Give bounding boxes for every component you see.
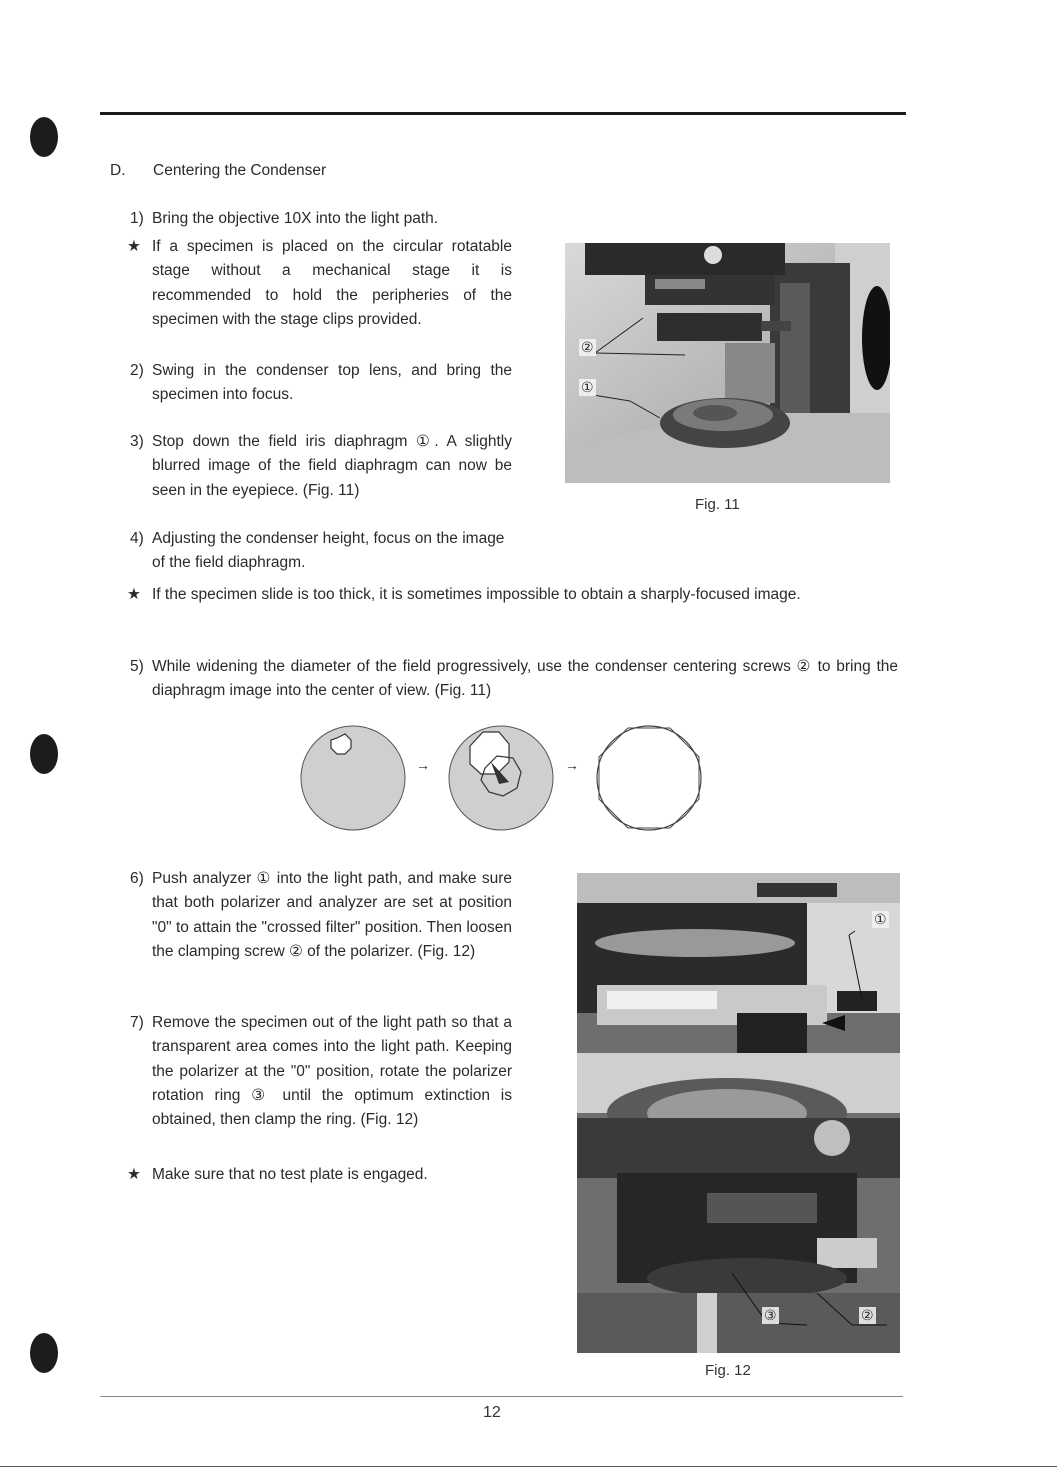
- callout-1: ①: [581, 379, 594, 395]
- callout-2: ②: [861, 1307, 874, 1323]
- diaphragm-centering-diagram: [295, 718, 715, 838]
- binder-hole-middle: [30, 734, 58, 774]
- callout-3: ③: [764, 1307, 777, 1323]
- step-text: Swing in the condenser top lens, and bring the specimen into focus.: [152, 362, 512, 404]
- step-marker: 3): [130, 433, 144, 450]
- diagram-stage-3: [597, 726, 701, 830]
- note-marker: ★: [127, 238, 141, 255]
- step-text: Remove the specimen out of the light path so that a transparent area comes into the light path. Keeping the polarizer at the "0" position, rotate the polarizer rotation ring ③ until the optimum extinction is obtained, then clamp the ring. (Fig. 12): [152, 1014, 512, 1129]
- page-number: 12: [483, 1404, 501, 1421]
- callout-2: ②: [581, 339, 594, 355]
- step-text: If the specimen slide is too thick, it is sometimes impossible to obtain a sharply-focused image.: [152, 586, 801, 603]
- fig12-caption: Fig. 12: [705, 1362, 751, 1379]
- section-title: Centering the Condenser: [153, 162, 327, 179]
- step-marker: 1): [130, 210, 144, 227]
- diagram-stage-1: [301, 726, 405, 830]
- binder-hole-bottom: [30, 1333, 58, 1373]
- step-text: Adjusting the condenser height, focus on the image of the field diaphragm.: [152, 530, 505, 572]
- step-text: While widening the diameter of the field progressively, use the condenser centering screws ② to bring the diaphragm image into the center of view. (Fig. 11): [152, 658, 898, 700]
- note-marker: ★: [127, 1166, 141, 1183]
- step-text: Bring the objective 10X into the light path.: [152, 210, 439, 227]
- bottom-rule: [100, 1396, 903, 1397]
- fig11-photo: [565, 243, 890, 483]
- binder-hole-top: [30, 117, 58, 157]
- polarizer-analyzer-photo: [577, 873, 900, 1353]
- section-letter: D.: [110, 162, 126, 179]
- diagram-arrow: →: [565, 757, 579, 773]
- step-text: Push analyzer ① into the light path, and make sure that both polarizer and analyzer are set at position "0" to attain the "crossed filter" position. Then loosen the clamping screw ② of the polarizer. (Fig. 12): [152, 870, 512, 960]
- note-marker: ★: [127, 586, 141, 603]
- step-marker: 4): [130, 530, 144, 547]
- step-marker: 5): [130, 658, 144, 675]
- diagram-arrow: →: [416, 757, 430, 773]
- fig12-photo: [577, 873, 900, 1353]
- page-edge-rule: [0, 1466, 1057, 1467]
- step-marker: 2): [130, 362, 144, 379]
- top-rule: [100, 112, 906, 115]
- step-text: If a specimen is placed on the circular rotatable stage without a mechanical stage it is recommended to hold the peripheries of the specimen with the stage clips provided.: [152, 238, 512, 328]
- microscope-condenser-photo: [565, 243, 890, 483]
- step-marker: 7): [130, 1014, 144, 1031]
- callout-1: ①: [874, 911, 887, 927]
- diagram-stage-2: [449, 726, 553, 830]
- step-text: Make sure that no test plate is engaged.: [152, 1166, 428, 1183]
- step-marker: 6): [130, 870, 144, 887]
- step-text: Stop down the field iris diaphragm ①. A slightly blurred image of the field diaphragm can now be seen in the eyepiece. (Fig. 11): [152, 433, 512, 499]
- fig11-caption: Fig. 11: [695, 496, 740, 513]
